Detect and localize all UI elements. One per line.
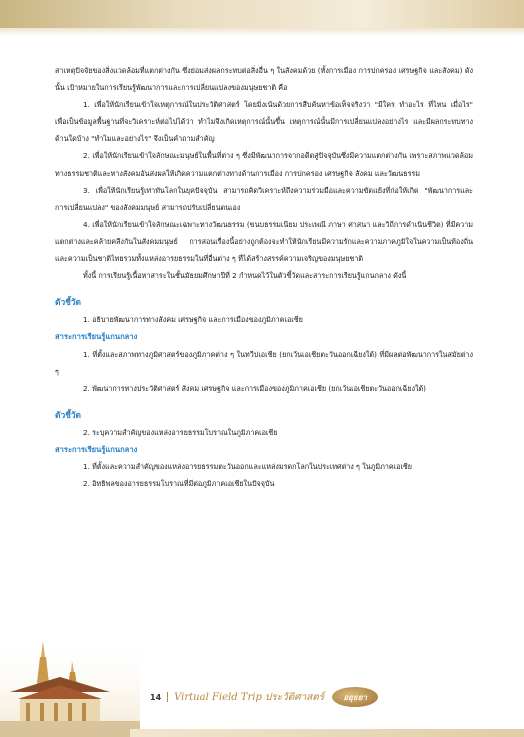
core-heading-2: สาระการเรียนรู้แกนกลาง (55, 444, 138, 454)
page-number: 14 (150, 692, 162, 702)
core-item: 2. พัฒนาการทางประวัติศาสตร์ สังคม เศรษฐกิจ และการเมืองของภูมิภาคเอเชีย (ยกเว้นเอเชียตะวันออกเฉียงใต้) (83, 383, 426, 393)
objective-1: 1. เพื่อให้นักเรียนเข้าใจเหตุการณ์ในประวัติศาสตร์ โดยมิ่งเน้นด้วยการสืบค้นหาข้อเท็จจริงว่า "มีใคร ทำอะไร ที่ไหน เมื่อไร" เพื่อเป็นข้อมูลพื้นฐานที่จะวิเคราะห์ต่อไปได้ว่า ทำไมจึงเกิดเหตุการณ์นั้นขึ้น เหตุการณ์นั้นมีการเปลี่ยนแปลงอย่างไร และมีผลกระทบทางด้านใดบ้าง "ทำไมและอย่างไร" จึงเป็นคำถามสำคัญ (55, 100, 473, 144)
core-item: 1. ที่ตั้งและความสำคัญของแหล่งอารยธรรมตะวันออกและแหล่งมรดกโลกในประเทศต่าง ๆ ในภูมิภาคเอเชีย (83, 462, 413, 472)
footer-title: Virtual Field Trip ประวัติศาสตร์ (174, 691, 325, 703)
indicator-heading-1: ตัวชี้วัด (55, 297, 81, 308)
intro-paragraph: สาเหตุปัจจัยของสิ่งแวดล้อมที่แตกต่างกัน ซึ่งย่อมส่งผลกระทบต่อสิ่งอื่น ๆ ในสังคมด้วย (ทั้งการเมือง การปกครอง เศรษฐกิจ และสังคม) ดังนั้น เป้าหมายในการเรียนรู้พัฒนาการและการเปลี่ยนแปลงของมนุษยชาติ คือ (55, 66, 473, 93)
document-body (55, 62, 473, 492)
decorative-footer-band (130, 729, 524, 737)
core-item: 2. อิทธิพลของอารยธรรมโบราณที่มีต่อภูมิภาคเอเชียในปัจจุบัน (83, 479, 275, 489)
indicator-1: 1. อธิบายพัฒนาการทางสังคม เศรษฐกิจ และการเมืองของภูมิภาคเอเชีย (83, 315, 303, 325)
indicator-2: 2. ระบุความสำคัญของแหล่งอารยธรรมโบราณในภูมิภาคเอเชีย (83, 427, 278, 437)
temple-illustration (0, 637, 140, 737)
objective-3: 3. เพื่อให้นักเรียนรู้เท่าทันโลกในยุคปัจจุบัน สามารถคิดวิเคราะห์ถึงความร่วมมือและความขัดแย้งที่ก่อให้เกิด "พัฒนาการและการเปลี่ยนแปลง" ของสังคมมนุษย์ สามารถปรับเปลี่ยนตนเอง (55, 185, 473, 212)
core-heading-1: สาระการเรียนรู้แกนกลาง (55, 332, 138, 342)
footer-divider (167, 692, 168, 702)
objective-2: 2. เพื่อให้นักเรียนเข้าใจลักษณะมนุษย์ในพื้นที่ต่าง ๆ ซึ่งมีพัฒนาการจากอดีตสู่ปัจจุบันซึ่งมีความแตกต่างกัน เพราะสภาพแวดล้อมทางธรรมชาติและทางสังคมอันส่งผลให้เกิดความแตกต่างทางด้านการเมือง การปกครอง เศรษฐกิจ สังคม และวัฒนธรรม (55, 151, 473, 178)
page-footer (150, 685, 378, 709)
closing-paragraph: ทั้งนี้ การเรียนรู้เนื้อหาสาระในชั้นมัธยมศึกษาปีที่ 2 กำหนดไว้ในตัวชี้วัดและสาระการเรียนรู้แกนกลาง ดังนี้ (83, 271, 407, 281)
indicator-heading-2: ตัวชี้วัด (55, 409, 81, 420)
ayutthaya-badge: อยุธยา (332, 687, 378, 707)
core-item: 1. ที่ตั้งและสภาพทางภูมิศาสตร์ของภูมิภาคต่าง ๆ ในทวีปเอเชีย (ยกเว้นเอเชียตะวันออกเฉียงใต้) ที่มีผลต่อพัฒนาการในสมัยต่าง ๆ (55, 349, 473, 376)
decorative-header-band (0, 0, 524, 28)
objective-4: 4. เพื่อให้นักเรียนเข้าใจลักษณะเฉพาะทางวัฒนธรรม (ขนบธรรมเนียม ประเพณี ภาษา ศาสนา และวิถีการดำเนินชีวิต) ที่มีความแตกต่างและคล้ายคลึงกันในสังคมมนุษย์ การสอนเรื่องนี้อย่างถูกต้องจะทำให้นักเรียนมีความรักและความภาคภูมิใจในความเป็นท้องถิ่นและความเป็นชาติไทยรวมทั้งแหล่งอารยธรรมในที่อื่นต่าง ๆ ที่ได้สร้างสรรค์ความเจริญของมนุษยชาติ (55, 219, 473, 264)
